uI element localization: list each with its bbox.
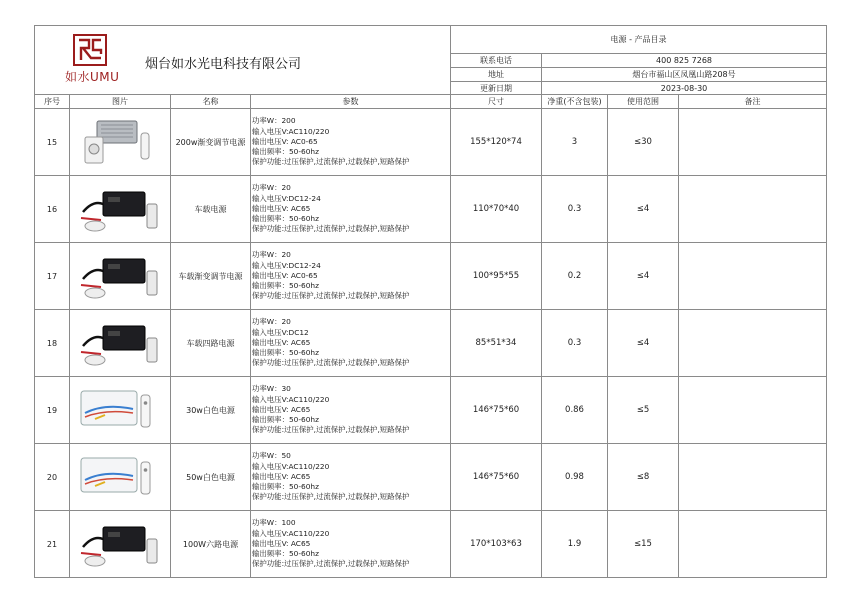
column-header-row bbox=[35, 95, 827, 109]
table-row bbox=[35, 176, 827, 243]
product-image bbox=[70, 310, 171, 377]
param-line: 输入电压V:AC110/220 bbox=[252, 126, 330, 136]
catalog-sheet bbox=[34, 25, 826, 580]
product-size: 100*95*55 bbox=[451, 243, 542, 310]
param-line: 输入电压V:AC110/220 bbox=[252, 528, 330, 538]
product-name: 车载电源 bbox=[171, 176, 251, 243]
product-note bbox=[679, 109, 827, 176]
product-params bbox=[251, 377, 451, 444]
param-line: 功率W：200 bbox=[252, 116, 296, 126]
param-line: 输出频率：50-60hz bbox=[252, 549, 319, 559]
param-line: 保护功能:过压保护,过流保护,过载保护,短路保护 bbox=[252, 559, 410, 569]
col-header: 序号 bbox=[35, 95, 70, 109]
table-row bbox=[35, 109, 827, 176]
silver-power-supply-icon bbox=[75, 115, 165, 169]
product-range: ≤4 bbox=[608, 176, 679, 243]
product-note bbox=[679, 176, 827, 243]
product-weight: 1.9 bbox=[542, 511, 608, 578]
product-name: 30w白色电源 bbox=[171, 377, 251, 444]
param-line: 输入电压V:AC110/220 bbox=[252, 461, 330, 471]
col-header: 参数 bbox=[251, 95, 451, 109]
param-line: 输入电压V:DC12-24 bbox=[252, 193, 321, 203]
product-size: 85*51*34 bbox=[451, 310, 542, 377]
product-range: ≤30 bbox=[608, 109, 679, 176]
product-size: 110*70*40 bbox=[451, 176, 542, 243]
row-number: 21 bbox=[35, 511, 70, 578]
product-note bbox=[679, 310, 827, 377]
param-line: 保护功能:过压保护,过流保护,过载保护,短路保护 bbox=[252, 358, 410, 368]
param-line: 输出电压V: AC0-65 bbox=[252, 136, 318, 146]
param-line: 输出电压V: AC65 bbox=[252, 404, 311, 414]
phone-value: 400 825 7268 bbox=[542, 54, 827, 68]
product-size: 155*120*74 bbox=[451, 109, 542, 176]
row-number: 20 bbox=[35, 444, 70, 511]
param-line: 输出频率：50-60hz bbox=[252, 348, 319, 358]
catalog-title: 电源 - 产品目录 bbox=[451, 26, 827, 54]
table-row bbox=[35, 377, 827, 444]
company-header bbox=[35, 26, 451, 95]
row-number: 18 bbox=[35, 310, 70, 377]
product-image bbox=[70, 444, 171, 511]
param-line: 功率W：20 bbox=[252, 317, 291, 327]
product-range: ≤4 bbox=[608, 243, 679, 310]
black-power-supply-icon bbox=[75, 316, 165, 370]
catalog-table bbox=[34, 25, 827, 578]
product-params bbox=[251, 511, 451, 578]
col-header: 尺寸 bbox=[451, 95, 542, 109]
param-line: 输出电压V: AC65 bbox=[252, 203, 311, 213]
row-number: 17 bbox=[35, 243, 70, 310]
product-name: 50w白色电源 bbox=[171, 444, 251, 511]
white-power-supply-icon bbox=[75, 383, 165, 437]
updated-label: 更新日期 bbox=[451, 82, 542, 95]
param-line: 功率W：20 bbox=[252, 183, 291, 193]
updated-value: 2023-08-30 bbox=[542, 82, 827, 95]
black-power-supply-icon bbox=[75, 182, 165, 236]
param-line: 保护功能:过压保护,过流保护,过载保护,短路保护 bbox=[252, 157, 410, 167]
product-params bbox=[251, 109, 451, 176]
product-name: 车载渐变调节电源 bbox=[171, 243, 251, 310]
param-line: 功率W：30 bbox=[252, 384, 291, 394]
param-line: 输入电压V:DC12 bbox=[252, 327, 309, 337]
product-weight: 0.86 bbox=[542, 377, 608, 444]
product-note bbox=[679, 243, 827, 310]
param-line: 功率W：100 bbox=[252, 518, 296, 528]
product-image bbox=[70, 377, 171, 444]
col-header: 名称 bbox=[171, 95, 251, 109]
product-image bbox=[70, 243, 171, 310]
row-number: 15 bbox=[35, 109, 70, 176]
product-params bbox=[251, 310, 451, 377]
param-line: 保护功能:过压保护,过流保护,过载保护,短路保护 bbox=[252, 492, 410, 502]
param-line: 保护功能:过压保护,过流保护,过载保护,短路保护 bbox=[252, 291, 410, 301]
table-row bbox=[35, 444, 827, 511]
col-header: 净重(不含包装) bbox=[542, 95, 608, 109]
product-weight: 0.3 bbox=[542, 310, 608, 377]
table-row bbox=[35, 243, 827, 310]
company-name: 烟台如水光电科技有限公司 bbox=[145, 57, 302, 72]
logo-text: 如水UMU bbox=[65, 70, 120, 84]
row-number: 16 bbox=[35, 176, 70, 243]
param-line: 输出频率：50-60hz bbox=[252, 147, 319, 157]
product-params bbox=[251, 444, 451, 511]
row-number: 19 bbox=[35, 377, 70, 444]
product-name: 200w渐变调节电源 bbox=[171, 109, 251, 176]
product-image bbox=[70, 176, 171, 243]
address-value: 烟台市福山区凤凰山路208号 bbox=[542, 68, 827, 82]
product-size: 146*75*60 bbox=[451, 377, 542, 444]
address-label: 地址 bbox=[451, 68, 542, 82]
product-weight: 3 bbox=[542, 109, 608, 176]
product-note bbox=[679, 444, 827, 511]
product-size: 170*103*63 bbox=[451, 511, 542, 578]
param-line: 保护功能:过压保护,过流保护,过载保护,短路保护 bbox=[252, 224, 410, 234]
param-line: 功率W：50 bbox=[252, 451, 291, 461]
product-note bbox=[679, 377, 827, 444]
table-row bbox=[35, 310, 827, 377]
param-line: 输出电压V: AC0-65 bbox=[252, 270, 318, 280]
product-image bbox=[70, 109, 171, 176]
param-line: 输出电压V: AC65 bbox=[252, 337, 311, 347]
product-range: ≤8 bbox=[608, 444, 679, 511]
param-line: 输出频率：50-60hz bbox=[252, 214, 319, 224]
product-weight: 0.2 bbox=[542, 243, 608, 310]
product-weight: 0.98 bbox=[542, 444, 608, 511]
param-line: 输入电压V:DC12-24 bbox=[252, 260, 321, 270]
product-name: 100W六路电源 bbox=[171, 511, 251, 578]
param-line: 输出频率：50-60hz bbox=[252, 281, 319, 291]
table-row bbox=[35, 511, 827, 578]
col-header: 备注 bbox=[679, 95, 827, 109]
col-header: 图片 bbox=[70, 95, 171, 109]
param-line: 保护功能:过压保护,过流保护,过载保护,短路保护 bbox=[252, 425, 410, 435]
param-line: 功率W：20 bbox=[252, 250, 291, 260]
product-params bbox=[251, 243, 451, 310]
param-line: 输出电压V: AC65 bbox=[252, 538, 311, 548]
product-size: 146*75*60 bbox=[451, 444, 542, 511]
product-params bbox=[251, 176, 451, 243]
product-note bbox=[679, 511, 827, 578]
black-power-supply-icon bbox=[75, 249, 165, 303]
product-weight: 0.3 bbox=[542, 176, 608, 243]
param-line: 输出频率：50-60hz bbox=[252, 415, 319, 425]
product-range: ≤15 bbox=[608, 511, 679, 578]
col-header: 使用范围 bbox=[608, 95, 679, 109]
product-name: 车载四路电源 bbox=[171, 310, 251, 377]
param-line: 输出电压V: AC65 bbox=[252, 471, 311, 481]
white-power-supply-icon bbox=[75, 450, 165, 504]
black-power-supply-icon bbox=[75, 517, 165, 571]
param-line: 输入电压V:AC110/220 bbox=[252, 394, 330, 404]
product-image bbox=[70, 511, 171, 578]
company-logo-icon bbox=[73, 34, 107, 66]
product-range: ≤5 bbox=[608, 377, 679, 444]
phone-label: 联系电话 bbox=[451, 54, 542, 68]
param-line: 输出频率：50-60hz bbox=[252, 482, 319, 492]
product-range: ≤4 bbox=[608, 310, 679, 377]
